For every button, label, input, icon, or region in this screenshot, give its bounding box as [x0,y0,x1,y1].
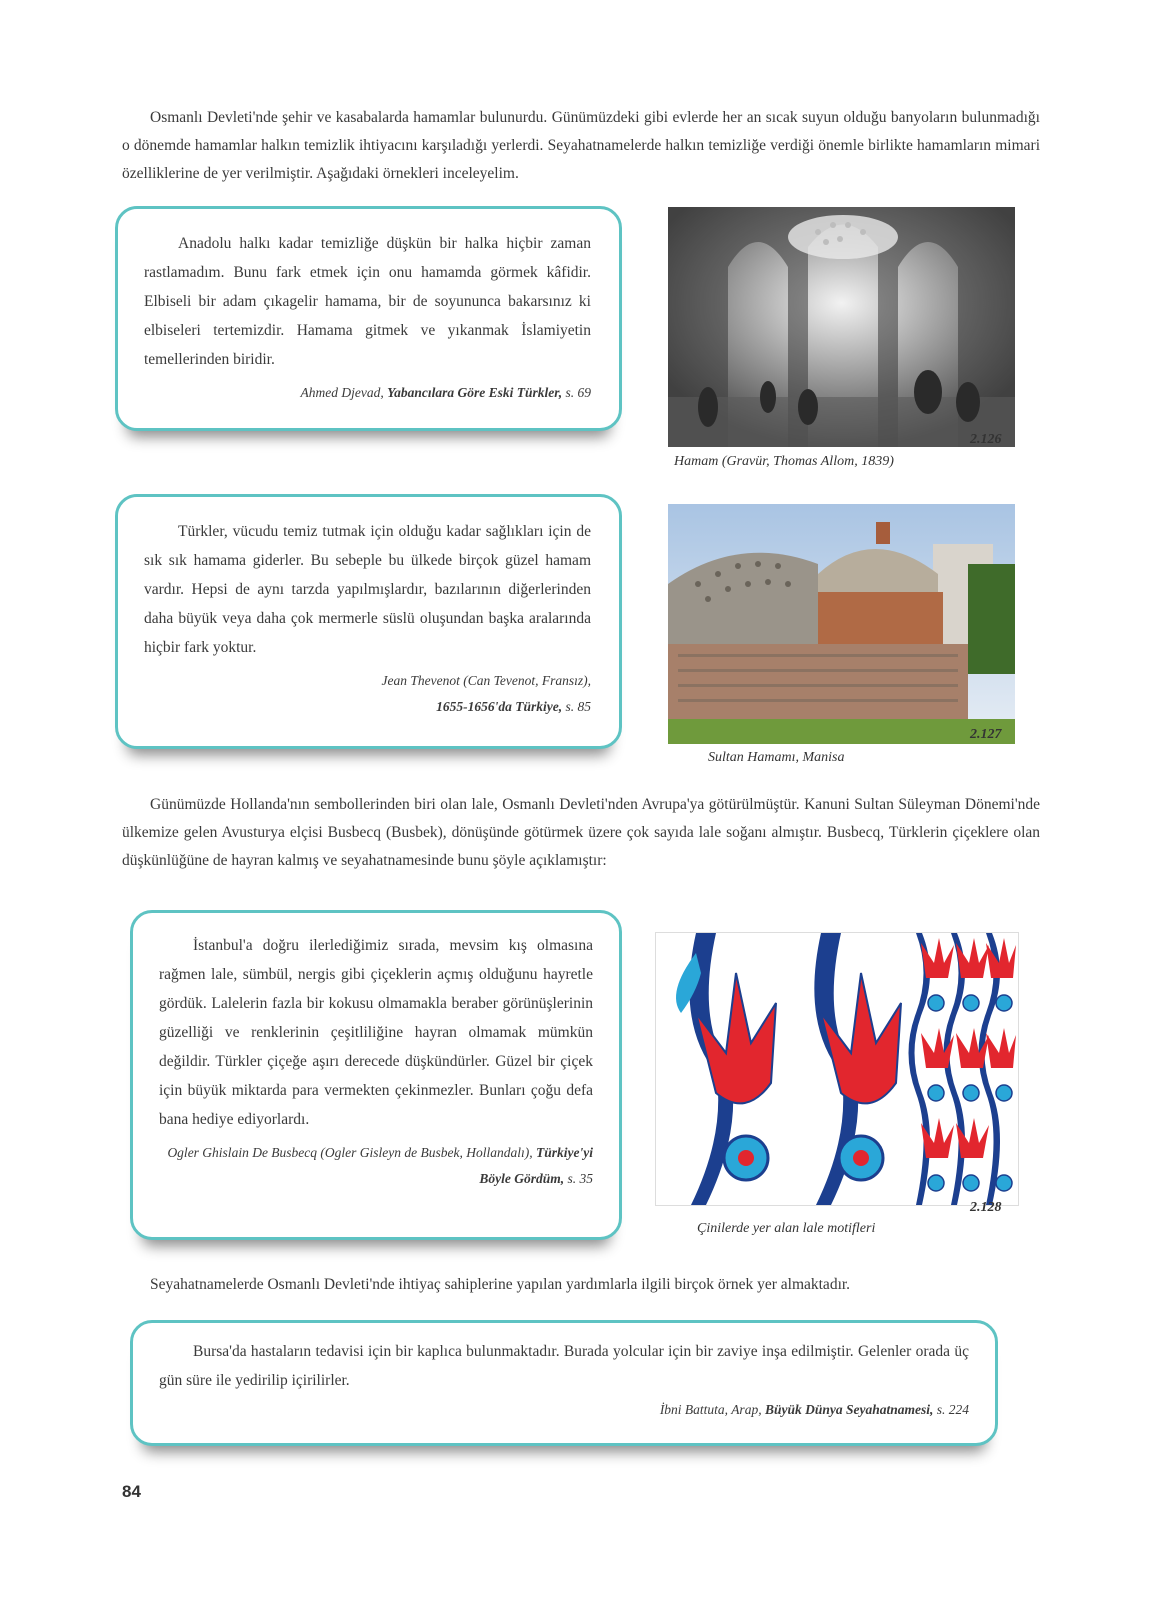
quote-book: Türkiye'yi Böyle Gördüm, [479,1145,593,1186]
tulip-motif-left [676,933,776,1205]
figure-number: 2.127 [970,727,1002,742]
tulip-pattern-right [906,933,1018,1205]
aid-paragraph: Seyahatnamelerde Osmanlı Devleti'nde ihtiyaç sahiplerine yapılan yardımlarla ilgili birçok örnek yer almaktadır. [150,1276,851,1293]
sultan-hamami-photo [668,504,1015,744]
quote-source [144,380,591,406]
quote-source [159,1397,969,1423]
quote-page: s. 224 [936,1402,969,1417]
figure-caption: Çinilerde yer alan lale motifleri [697,1221,876,1236]
figure-number: 2.126 [970,432,1002,447]
quote-page: s. 35 [567,1171,593,1186]
figure-number: 2.128 [970,1200,1002,1215]
quote-book: Yabancılara Göre Eski Türkler, [387,385,563,400]
page-number: 84 [122,1482,141,1501]
hamam-engraving-image [668,207,1015,447]
quote-author: Ogler Ghislain De Busbecq (Ogler Gisleyn de Busbek, Hollandalı), [167,1145,533,1160]
quote-author: Ahmed Djevad, [300,385,384,400]
quote-author: İbni Battuta, Arap, [659,1402,762,1417]
quote-box-busbecq [130,910,622,1240]
quote-book: Büyük Dünya Seyahatnamesi, [764,1402,934,1417]
quote-text: Bursa'da hastaların tedavisi için bir kaplıca bulunmaktadır. Burada yolcular için bir zaviye inşa edilmiştir. Gelenler orada üç gün süre ile yedirilip içirilirler. [159,1343,969,1389]
quote-text: Türkler, vücudu temiz tutmak için olduğu kadar sağlıkları için de sık sık hamama giderler. Bu sebeple bu ülkede birçok güzel hamam vardır. Hepsi de aynı tarzda yapılmışlardır, bazılarının diğerlerinden daha büyük veya daha çok mermerle süslü oluşundan başka aralarında hiçbir fark yoktur. [144,523,591,656]
quote-source [144,668,591,720]
quote-box-djevad [115,206,622,431]
quote-page: s. 69 [565,385,591,400]
quote-text: İstanbul'a doğru ilerlediğimiz sırada, mevsim kış olmasına rağmen lale, sümbül, nergis gibi çiçeklerin açmış olduğunu hayretle gördük. Lalelerin fazla bir kokusu olmamakla beraber görünüşlerinin güzelliği ve renklerinin çeşitliliğine hayran olmamak mümkün değildir. Türkler çiçeğe aşırı derecede düşkündürler. Güzel bir çiçek için büyük miktarda para vermekten çekinmezler. Bunları çoğu defa bana hediye ediyorlardı. [159,937,593,1128]
quote-book: 1655-1656'da Türkiye, [436,699,563,714]
quote-author: Jean Thevenot (Can Tevenot, Fransız), [381,673,591,688]
figure-caption: Hamam (Gravür, Thomas Allom, 1839) [674,454,894,469]
figure-caption: Sultan Hamamı, Manisa [708,750,845,765]
quote-page: s. 85 [565,699,591,714]
quote-box-thevenot [115,494,622,749]
quote-box-ibni-battuta [130,1320,998,1446]
tulip-motif-middle [814,933,901,1205]
intro-paragraph: Osmanlı Devleti'nde şehir ve kasabalarda hamamlar bulunurdu. Günümüzdeki gibi evlerde her an sıcak suyun olduğu banyoların bulunmadığı o dönemde hamamlar halkın temizlik ihtiyacını karşıladığı yerlerdi. Seyahatnamelerde halkın temizliğe verdiği önemle birlikte hamamların mimari özelliklerine de yer verilmiştir. Aşağıdaki örnekleri inceleyelim. [122,109,1040,182]
quote-source [159,1140,593,1192]
tulip-paragraph: Günümüzde Hollanda'nın sembollerinden biri olan lale, Osmanlı Devleti'nden Avrupa'ya götürülmüştür. Kanuni Sultan Süleyman Dönemi'nde ülkemize gelen Avusturya elçisi Busbecq (Busbek), dönüşünde götürmek üzere çok sayıda lale soğanı almıştır. Busbecq, Türklerin çiçeklere olan düşkünlüğüne de hayran kalmış ve seyahatnamesinde bunu şöyle açıklamıştır: [122,796,1040,869]
quote-text: Anadolu halkı kadar temizliğe düşkün bir halka hiçbir zaman rastlamadım. Bunu fark etmek için onu hamamda görmek kâfidir. Elbiseli bir adam çıkagelir hamama, bir de soyununca bakarsınız ki elbiseleri tertemizdir. Hamama gitmek ve yıkanmak İslamiyetin temellerinden biridir. [144,235,591,368]
tulip-tile-motif-image [655,932,1019,1206]
